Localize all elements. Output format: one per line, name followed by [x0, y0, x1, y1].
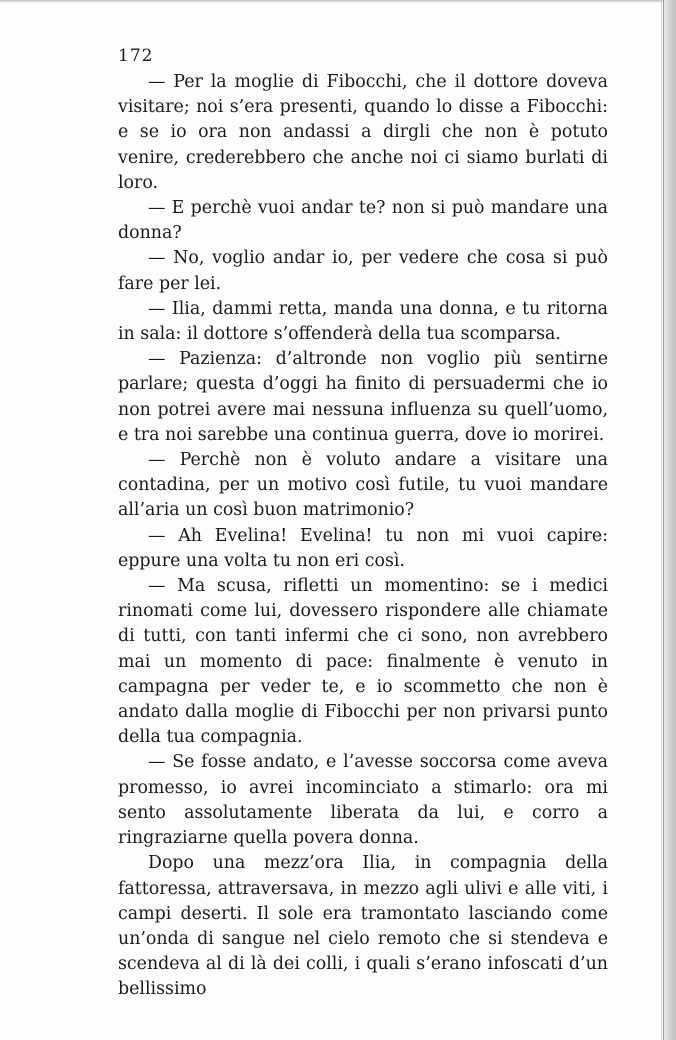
paragraph: — Ilia, dammi retta, manda una donna, e tu ritorna in sala: il dottore s’offenderà della tua scomparsa. — [118, 298, 608, 345]
paragraph: Dopo una mezz’ora Ilia, in compagnia della fattoressa, attraversava, in mezzo agli ulivi e alle viti, i campi deserti. Il sole era tramontato lasciando come un’onda di sangue nel cielo remoto che si stendeva e scendeva al di là dei colli, i quali s’erano infoscati d’un bellissimo — [118, 853, 608, 1000]
paragraph: — E perchè vuoi andar te? non si può mandare una donna? — [118, 198, 608, 244]
scan-top-shadow — [0, 0, 676, 3]
binding-edge — [663, 0, 676, 1040]
binding-fold-line — [661, 0, 662, 1040]
paragraph: — Perchè non è voluto andare a visitare una contadina, per un motivo così futile, tu vuoi mandare all’aria un così buon matrimonio? — [118, 450, 608, 521]
paragraph: — Ma scusa, rifletti un momentino: se i medici rinomati come lui, dovessero rispondere alle chiamate di tutti, con tanti infermi che ci sono, non avrebbero mai un momento di pace: finalmente è venuto in campagna per veder te, e io scommetto che non è andato dalla moglie di Fibocchi per non privarsi punto della tua compagnia. — [118, 576, 608, 748]
body-text — [118, 70, 608, 1003]
paragraph: — Per la moglie di Fibocchi, che il dottore doveva visitare; noi s’era presenti, quando lo disse a Fibocchi: e se io ora non andassi a dirgli che non è potuto venire, crederebbero che anche noi ci siamo burlati di loro. — [118, 72, 608, 193]
paragraph: — Se fosse andato, e l’avesse soccorsa come aveva promesso, io avrei incominciato a stimarlo: ora mi sento assolutamente liberata da lui, e corro a ringraziarne quella povera donna. — [118, 752, 608, 849]
paragraph: — Pazienza: d’altronde non voglio più sentirne parlare; questa d’oggi ha finito di persuadermi che io non potrei avere mai nessuna influenza su quell’uomo, e tra noi sarebbe una continua guerra, dove io morirei. — [118, 349, 608, 445]
paragraph: — No, voglio andar io, per vedere che cosa si può fare per lei. — [118, 248, 608, 294]
paragraph: — Ah Evelina! Evelina! tu non mi vuoi capire: eppure una volta tu non eri così. — [118, 525, 608, 571]
page-number: 172 — [118, 46, 154, 66]
